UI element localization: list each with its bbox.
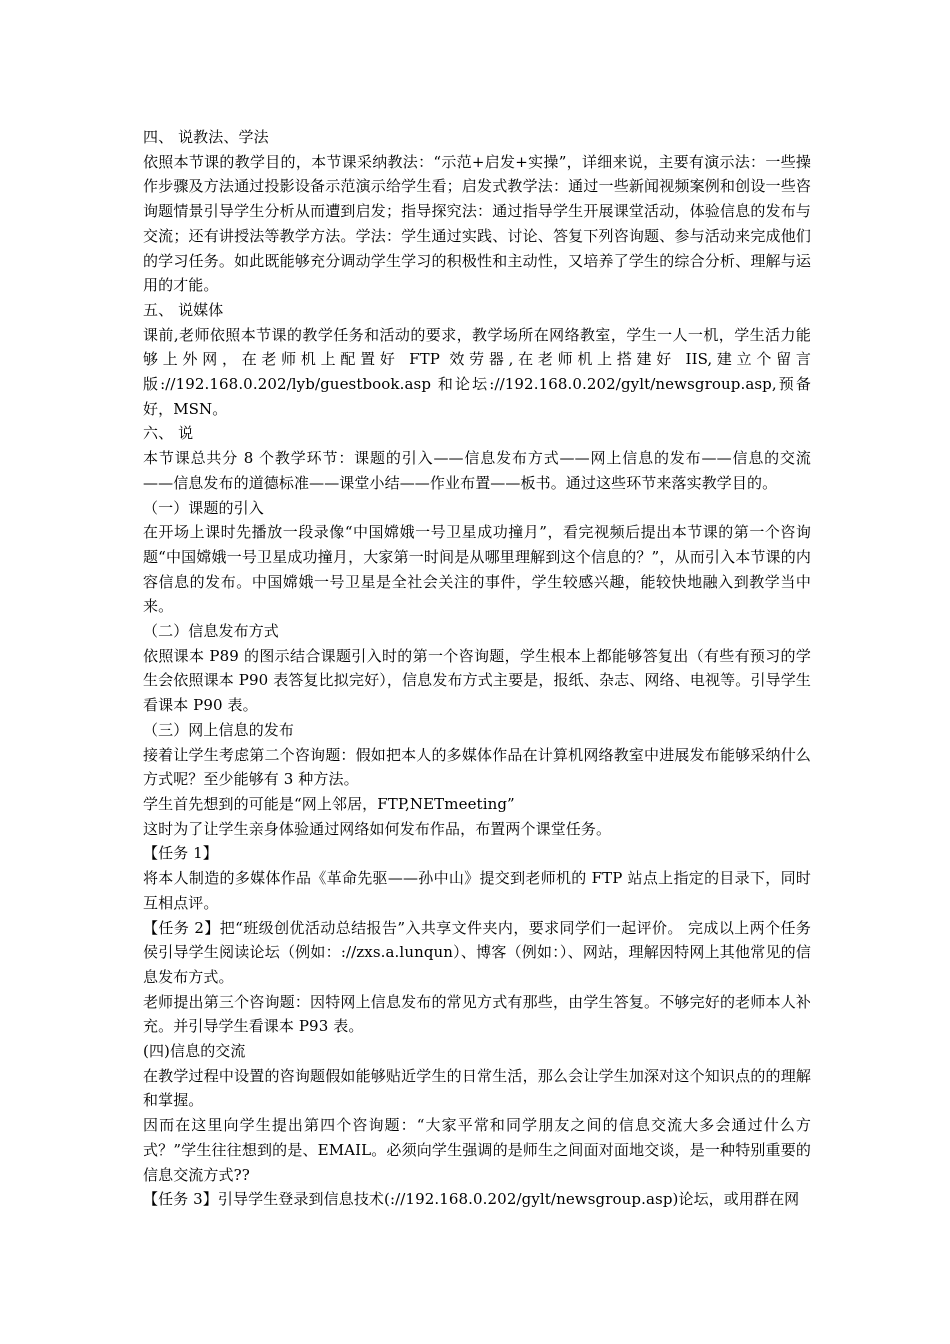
document-body [143, 125, 811, 1212]
paragraph-two-tasks: 这时为了让学生亲身体验通过网络如何发布作品，布置两个课堂任务。 [143, 819, 612, 838]
subheading-info-exchange: (四)信息的交流 [143, 1042, 246, 1061]
subheading-topic-intro: （一）课题的引入 [143, 498, 264, 517]
paragraph-daily-life: 在教学过程中设置的咨询题假如能够贴近学生的日常生活，那么会让学生加深对这个知识点的的理解和掌握。 [143, 1066, 811, 1110]
paragraph-topic-intro: 在开场上课时先播放一段录像“中国嫦娥一号卫星成功撞月”，看完视频后提出本节课的第一个咨询题“中国嫦娥一号卫星成功撞月，大家第一时间是从哪里理解到这个信息的？”，从而引入本节课的内容信息的发布。中国嫦娥一号卫星是全社会关注的事件，学生较感兴趣，能较快地融入到教学当中来。 [143, 523, 811, 616]
paragraph-task-3: 【任务 3】引导学生登录到信息技术(://192.168.0.202/gylt/newsgroup.asp)论坛，或用群在网 [143, 1190, 800, 1209]
paragraph-task-1: 将本人制造的多媒体作品《革命先驱——孙中山》提交到老师机的 FTP 站点上指定的目录下，同时互相点评。 [143, 869, 811, 912]
section-heading-media: 五、 说媒体 [143, 300, 224, 319]
paragraph-second-question: 接着让学生考虑第二个咨询题：假如把本人的多媒体作品在计算机网络教室中进展发布能够采纳什么方式呢？至少能够有 3 种方法。 [143, 745, 811, 789]
subheading-publish-methods: （二）信息发布方式 [143, 622, 279, 641]
paragraph-process-overview: 本节课总共分 8 个教学环节：课题的引入——信息发布方式——网上信息的发布——信息的交流——信息发布的道德标准——课堂小结——作业布置——板书。通过这些环节来落实教学目的。 [143, 449, 811, 492]
paragraph-teaching-methods: 依照本节课的教学目的，本节课采纳教法：“示范+启发+实操”，详细来说，主要有演示法：一些操作步骤及方法通过投影设备示范演示给学生看；启发式教学法：通过一些新闻视频案例和创设一些咨询题情景引导学生分析从而遭到启发；指导探究法：通过指导学生开展课堂活动，体验信息的发布与交流；还有讲授法等教学方法。学法：学生通过实践、讨论、答复下列咨询题、参与活动来完成他们的学习任务。如此既能够充分调动学生学习的积极性和主动性，又培养了学生的综合分析、理解与运用的才能。 [143, 152, 811, 295]
paragraph-fourth-question: 因而在这里向学生提出第四个咨询题：“大家平常和同学朋友之间的信息交流大多会通过什么方式？”学生往往想到的是、EMAIL。必须向学生强调的是师生之间面对面地交谈，是一种特别重要的信息交流方式?? [143, 1116, 811, 1184]
paragraph-media: 课前,老师依照本节课的教学任务和活动的要求，教学场所在网络教室，学生一人一机，学生活力能够上外网，在老师机上配置好 FTP 效劳器,在老师机上搭建好 IIS,建立个留言版://192.168.0.202/lyb/guestbook.asp 和论坛://192.168.0.202/gylt/newsgroup.asp,预备好，MSN。 [143, 325, 811, 418]
subheading-online-publishing: （三）网上信息的发布 [143, 720, 295, 739]
paragraph-third-question: 老师提出第三个咨询题：因特网上信息发布的常见方式有那些，由学生答复。不够完好的老师本人补充。并引导学生看课本 P93 表。 [143, 992, 811, 1036]
task-1-label: 【任务 1】 [143, 844, 218, 863]
section-heading-process: 六、 说 [143, 424, 194, 443]
paragraph-student-answers: 学生首先想到的可能是“网上邻居，FTP,NETmeeting” [143, 794, 515, 813]
section-heading-teaching-methods: 四、 说教法、学法 [143, 128, 269, 146]
paragraph-publish-methods: 依照课本 P89 的图示结合课题引入时的第一个咨询题，学生根本上都能够答复出（有些有预习的学生会依照课本 P90 表答复比拟完好），信息发布方式主要是，报纸、杂志、网络、电视等。引导学生看课本 P90 表。 [143, 646, 811, 715]
paragraph-task-2: 【任务 2】把“班级创优活动总结报告”入共享文件夹内，要求同学们一起评价。 完成以上两个任务侯引导学生阅读论坛（例如：://zxs.a.lunqun）、博客（例如：）、网站，理解因特网上其他常见的信息发布方式。 [143, 918, 811, 986]
